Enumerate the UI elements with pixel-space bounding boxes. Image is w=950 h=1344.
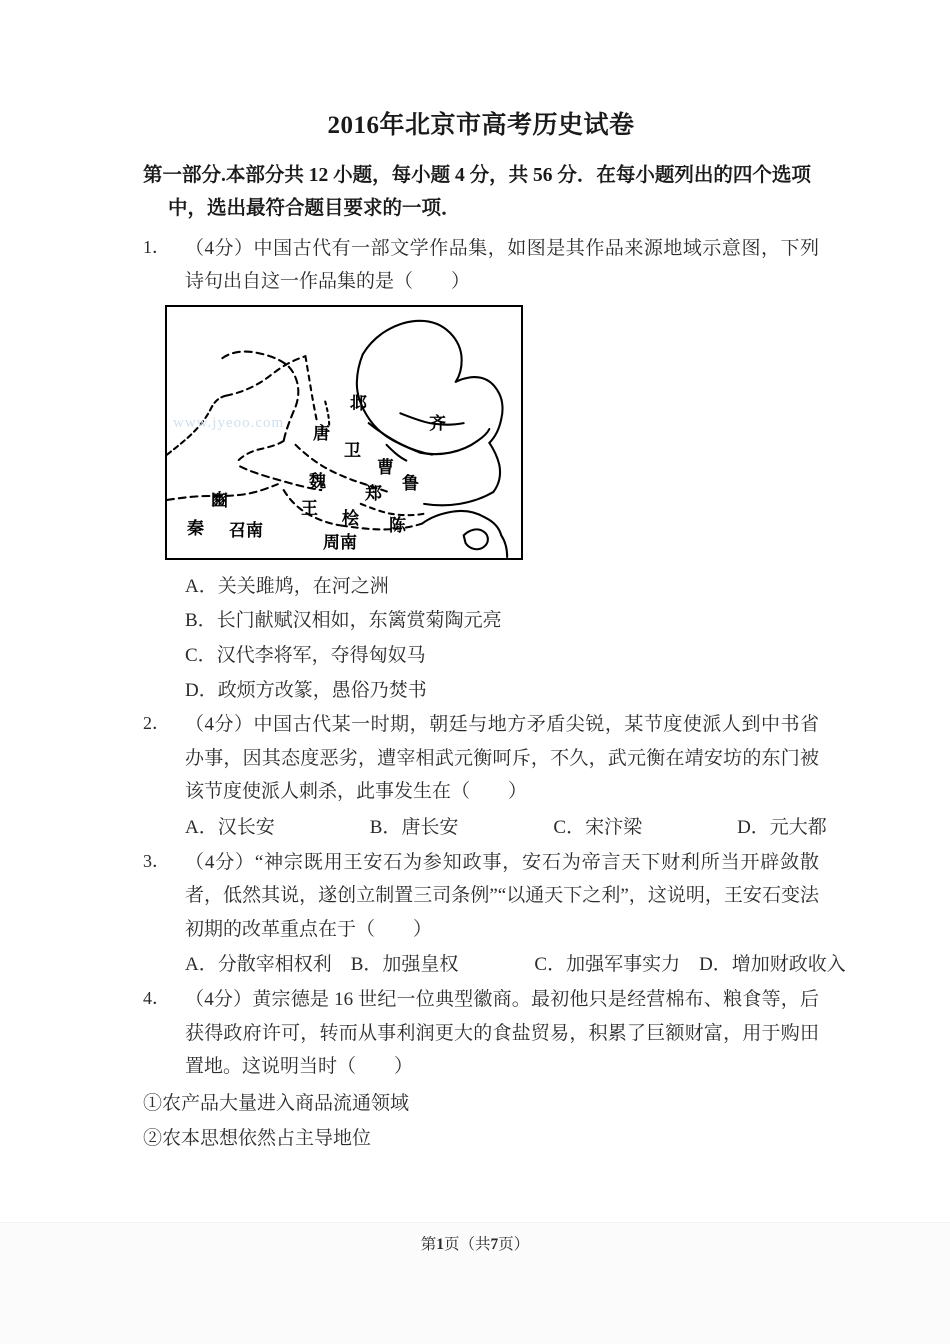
question-3-text: （4分）“神宗既用王安石为参知政事，安石为帝言天下财利所当开辟敛散者，低然其说，遂创立制置三司条例”“以通天下之利”，这说明，王安石变法初期的改革重点在于（ ）	[185, 851, 819, 940]
footer-total-pages: 7	[490, 1236, 499, 1253]
question-1-number: 1．	[143, 236, 170, 257]
map-label-zhaonan: 召南	[229, 520, 263, 540]
map-label-tang: 唐	[313, 423, 330, 443]
question-2-text: （4分）中国古代某一时期，朝廷与地方矛盾尖锐，某节度使派人到中书省办事，因其态度恶劣，遭宰相武元衡呵斥，不久，武元衡在靖安坊的东门被该节度使派人刺杀，此事发生在（ ）	[185, 714, 819, 803]
question-1-option-d[interactable]: D．政烦方改篆，愚俗乃焚书	[185, 679, 427, 701]
footer-middle: 页（共	[443, 1236, 491, 1253]
map-label-wei: 魏	[309, 471, 326, 491]
footer-pagination	[0, 1232, 950, 1254]
question-3-options-row[interactable]: A．分散宰相权利 B．加强皇权 C．加强军事实力 D．增加财政收入	[185, 954, 846, 976]
question-1-figure	[143, 305, 819, 560]
section-header-line2: 中，选出最符合题目要求的一项．	[168, 198, 461, 220]
page-footer	[0, 1222, 950, 1344]
map-label-bin: 豳	[211, 490, 228, 510]
question-1-options	[143, 570, 819, 708]
question-3-options	[143, 948, 846, 983]
question-4-statement-2: ②农本思想依然占主导地位	[143, 1128, 372, 1150]
question-3	[143, 846, 819, 947]
section-header	[143, 159, 819, 226]
question-1-text: （4分）中国古代有一部文学作品集，如图是其作品来源地域示意图，下列诗句出自这一作品集的是（ ）	[185, 237, 819, 293]
page-title: 2016年北京市高考历史试卷	[327, 112, 635, 139]
map-label-lu: 鲁	[402, 473, 419, 493]
map-label-qi: 齐	[429, 413, 446, 433]
footer-suffix: 页）	[498, 1236, 530, 1253]
question-2-number: 2．	[143, 713, 170, 734]
question-1-option-a[interactable]: A．关关雎鸠，在河之洲	[185, 575, 389, 597]
question-2	[143, 708, 819, 809]
question-2-options	[143, 811, 827, 846]
question-4	[143, 983, 819, 1084]
map-label-chen: 陈	[389, 515, 406, 535]
map-label-kuai: 桧	[342, 508, 359, 528]
map-label-qin: 秦	[187, 518, 204, 538]
question-4-text: （4分）黄宗德是 16 世纪一位典型徽商。最初他只是经营棉布、粮食等，后获得政府许可，转而从事利润更大的食盐贸易，积累了巨额财富，用于购田置地。这说明当时（ ）	[185, 989, 819, 1078]
map-frame	[165, 305, 523, 560]
section-header-line1: 第一部分.本部分共 12 小题，每小题 4 分，共 56 分．在每小题列出的四个选项	[143, 164, 811, 186]
map-label-zhounan: 周南	[323, 532, 357, 552]
page-content	[143, 110, 846, 1156]
question-1-option-c[interactable]: C．汉代李将军，夺得匈奴马	[185, 644, 426, 666]
map-label-wei-guard: 卫	[344, 440, 361, 460]
footer-prefix: 第	[420, 1236, 437, 1253]
question-3-number: 3．	[143, 850, 170, 871]
question-1	[143, 232, 819, 299]
map-label-wang: 王	[301, 498, 318, 518]
map-watermark: www.jyeoo.com	[173, 414, 285, 431]
map-label-zheng: 郑	[365, 483, 382, 503]
map-label-cao: 曹	[377, 457, 394, 477]
map-label-bei: 邶	[350, 393, 367, 413]
question-1-option-b[interactable]: B．长门献赋汉相如，东篱赏菊陶元亮	[185, 610, 502, 632]
footer-current-page: 1	[436, 1236, 444, 1253]
question-2-options-row[interactable]: A．汉长安 B．唐长安 C．宋汴梁 D．元大都	[185, 817, 827, 838]
question-4-number: 4．	[143, 988, 170, 1009]
question-4-statement-1: ①农产品大量进入商品流通领域	[143, 1092, 410, 1114]
